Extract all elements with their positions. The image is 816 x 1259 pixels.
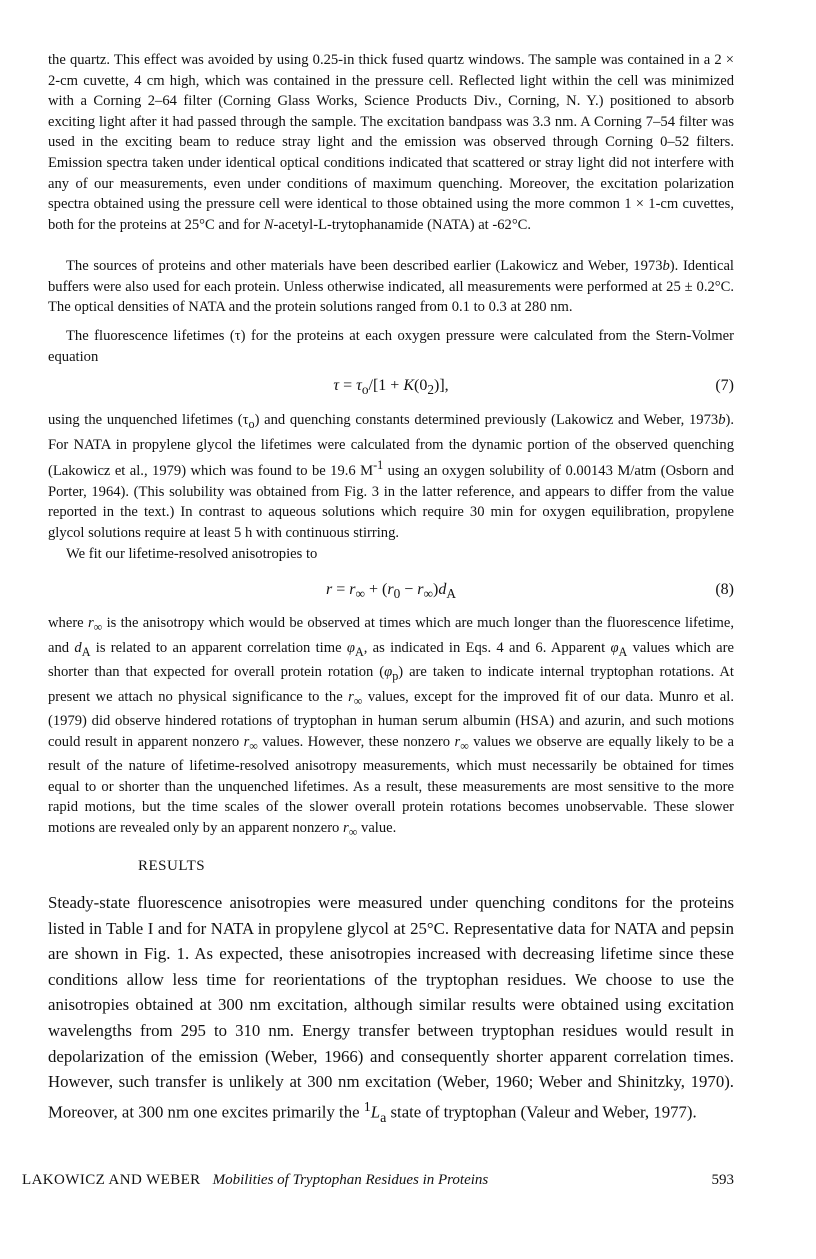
infinity-subscript: ∞ — [249, 738, 258, 753]
footer-authors: LAKOWICZ AND WEBER — [22, 1172, 201, 1188]
paragraph-text: values, except for the improved fit of our data. Munro et al. (1979) did observe hindered rotations of tryptophan in human serum albumin (HSA) and azurin, and such motions could result in apparent nonzero — [48, 688, 734, 750]
results-paragraph — [48, 890, 734, 1131]
subscript: A — [618, 644, 628, 659]
subscript: 0 — [393, 586, 401, 602]
infinity-subscript: ∞ — [93, 619, 103, 634]
subscript: p — [392, 668, 399, 683]
tau-symbol: τ — [356, 377, 362, 394]
equals-sign: = — [332, 581, 350, 598]
paragraph-text: , as indicated in Eqs. 4 and 6. Apparent — [363, 639, 611, 656]
equation-8 — [48, 578, 734, 602]
subscript: A — [354, 644, 364, 659]
r-symbol: r — [348, 688, 354, 705]
equation-number: (7) — [715, 377, 734, 394]
paragraph-text: The fluorescence lifetimes (τ) for the proteins at each oxygen pressure were calculated from the Stern-Volmer equation — [48, 328, 734, 365]
r-symbol: r — [325, 581, 333, 598]
equals-sign: = — [339, 377, 357, 394]
r-symbol: r — [349, 581, 356, 598]
r-symbol: r — [243, 733, 250, 750]
paragraph-text: using an oxygen solubility of 0.00143 M/atm (Osborn and Porter, 1964). (This solubility was obtained from Fig. 3 in the latter reference, and appears to differ from the value reported in the text.) In contrast to aqueous solutions which require 30 min for oxygen equilibration, propylene glycol solutions require at least 5 h with continuous stirring. — [48, 462, 734, 541]
subscript: 2 — [427, 382, 434, 398]
paragraph-text: using the unquenched lifetimes (τ — [48, 412, 249, 428]
r-symbol: r — [454, 733, 461, 750]
r-symbol: r — [343, 819, 349, 836]
paragraph-text: Steady-state fluorescence anisotropies were measured under quenching conditons for the proteins listed in Table I and for NATA in propylene glycol at 25°C. Representative data for NATA and pepsin are shown in Fig. 1. As expected, these anisotropies increased with decreasing lifetime since these conditions allow less time for reorientations of the tryptophan residues. We choose to use the anisotropies obtained at 300 nm excitation, although similar results were obtained using excitation wavelengths from 295 to 310 nm. Energy transfer between tryptophan residues would result in depolarization of the emission (Weber, 1966) and consequently shorter apparent correlation times. However, such transfer is unlikely at 300 nm excitation (Weber, 1960; Weber and Shinitzky, 1970). Moreover, at 300 nm one excites primarily the — [48, 893, 734, 1122]
subscript: A — [81, 644, 91, 659]
methods-paragraph-fit — [48, 544, 734, 565]
methods-paragraph-filters — [48, 50, 734, 235]
paragraph-text: values which are shorter than that expected for overall protein rotation ( — [48, 639, 734, 680]
superscript: 1 — [363, 1099, 371, 1115]
infinity-subscript: ∞ — [423, 586, 434, 602]
paragraph-text: ). For NATA in propylene glycol the lifetimes were calculated from the dynamic portion of the observed quenching (Lakowicz et al., 1979) which was found to be 19.6 M — [48, 412, 734, 479]
paragraph-text: We fit our lifetime-resolved anisotropies to — [66, 546, 318, 562]
equation-text: + ( — [365, 581, 388, 598]
superscript: -1 — [373, 458, 384, 473]
page-footer — [22, 1170, 734, 1190]
equation-7 — [48, 374, 734, 398]
equation-text: ) — [433, 581, 439, 598]
tau-symbol: τ — [333, 377, 340, 394]
citation-letter: b — [662, 258, 670, 274]
paragraph-text: value. — [357, 819, 397, 836]
r-symbol: r — [387, 581, 394, 598]
section-heading-results: RESULTS — [138, 858, 206, 874]
italic-n: N — [263, 216, 274, 233]
footer-article-title: Mobilities of Tryptophan Residues in Proteins — [212, 1172, 489, 1188]
paragraph-text: ) are taken to indicate internal tryptophan rotations. At present we attach no physical significance to the — [48, 664, 734, 705]
methods-paragraph-materials — [48, 256, 734, 318]
methods-paragraph-nata — [48, 410, 734, 543]
equation-text: (0 — [413, 377, 428, 394]
phi-symbol: φ — [610, 639, 619, 656]
methods-paragraph-lifetimes — [48, 326, 734, 367]
paragraph-text: values. However, these nonzero — [257, 733, 455, 750]
paragraph-text: is the anisotropy which would be observed at times which are much longer than the fluorescence lifetime, and — [48, 615, 734, 656]
d-symbol: d — [74, 639, 82, 656]
paragraph-text: The sources of proteins and other materials have been described earlier (Lakowicz and Weber, 1973 — [66, 258, 663, 274]
infinity-subscript: ∞ — [348, 824, 358, 839]
l-symbol: L — [370, 1102, 381, 1122]
equation-number: (8) — [715, 581, 734, 598]
paragraph-text: values we observe are equally likely to be a result of the nature of lifetime-resolved anisotropy measurements, which must necessarily be obtained for times equal to or shorter than the unquenched lifetimes. As a result, these measurements are most sensitive to the more rapid motions, but the time scales of the slower overall protein rotations becomes unobservable. These slower motions are revealed only by an apparent nonzero — [48, 733, 734, 836]
subscript: o — [361, 382, 369, 398]
paragraph-text: the quartz. This effect was avoided by using 0.25-in thick fused quartz windows. The sample was contained in a 2 × 2-cm cuvette, 4 cm high, which was contained in the pressure cell. Reflected light within the cell was minimized with a Corning 2–64 filter (Corning Glass Works, Science Products Div., Corning, N. Y.) positioned to absorb exciting light after it had passed through the sample. The excitation bandpass was 3.3 nm. A Corning 7–54 filter was used in the exciting beam to reduce stray light and the emission was observed through Corning 0–52 filters. Emission spectra taken under identical optical conditions indicated that scattered or stray light did not interfere with any of our measurements, even under conditions of maximum quenching. Moreover, the excitation polarization spectra obtained using the pressure cell were identical to those obtained using the more common 1 × 1-cm cuvettes, both for the proteins at 25°C and for — [48, 52, 734, 233]
subscript: a — [380, 1110, 387, 1126]
subscript: A — [446, 586, 457, 602]
paragraph-text: is related to an apparent correlation time — [90, 639, 347, 656]
infinity-subscript: ∞ — [460, 738, 469, 753]
equation-text: )], — [433, 377, 449, 394]
infinity-subscript: ∞ — [355, 586, 365, 602]
paragraph-text: ) and quenching constants determined previously (Lakowicz and Weber, 1973 — [254, 412, 719, 428]
subscript: o — [248, 416, 255, 431]
phi-symbol: φ — [384, 664, 393, 680]
methods-paragraph-r-infinity — [48, 613, 734, 842]
anisotropy-equation — [48, 578, 734, 606]
r-symbol: r — [87, 615, 94, 631]
citation-letter: b — [718, 412, 726, 428]
d-symbol: d — [438, 581, 447, 598]
infinity-subscript: ∞ — [353, 693, 363, 708]
equation-text: /[1 + — [368, 377, 404, 394]
stern-volmer-equation — [48, 374, 734, 402]
page-number: 593 — [711, 1172, 734, 1188]
k-symbol: K — [403, 377, 414, 394]
paragraph-text: state of tryptophan (Valeur and Weber, 1977). — [386, 1102, 697, 1122]
paragraph-text: ). Identical buffers were also used for each protein. Unless otherwise indicated, all measurements were performed at 25 ± 0.2°C. The optical densities of NATA and the protein solutions ranged from 0.1 to 0.3 at 280 nm. — [48, 258, 734, 316]
phi-symbol: φ — [346, 639, 355, 656]
equation-text: − — [400, 581, 418, 598]
paragraph-text: -acetyl-L-trytophanamide (NATA) at -62°C. — [273, 216, 532, 233]
r-symbol: r — [417, 581, 424, 598]
paragraph-text: where — [48, 615, 88, 631]
